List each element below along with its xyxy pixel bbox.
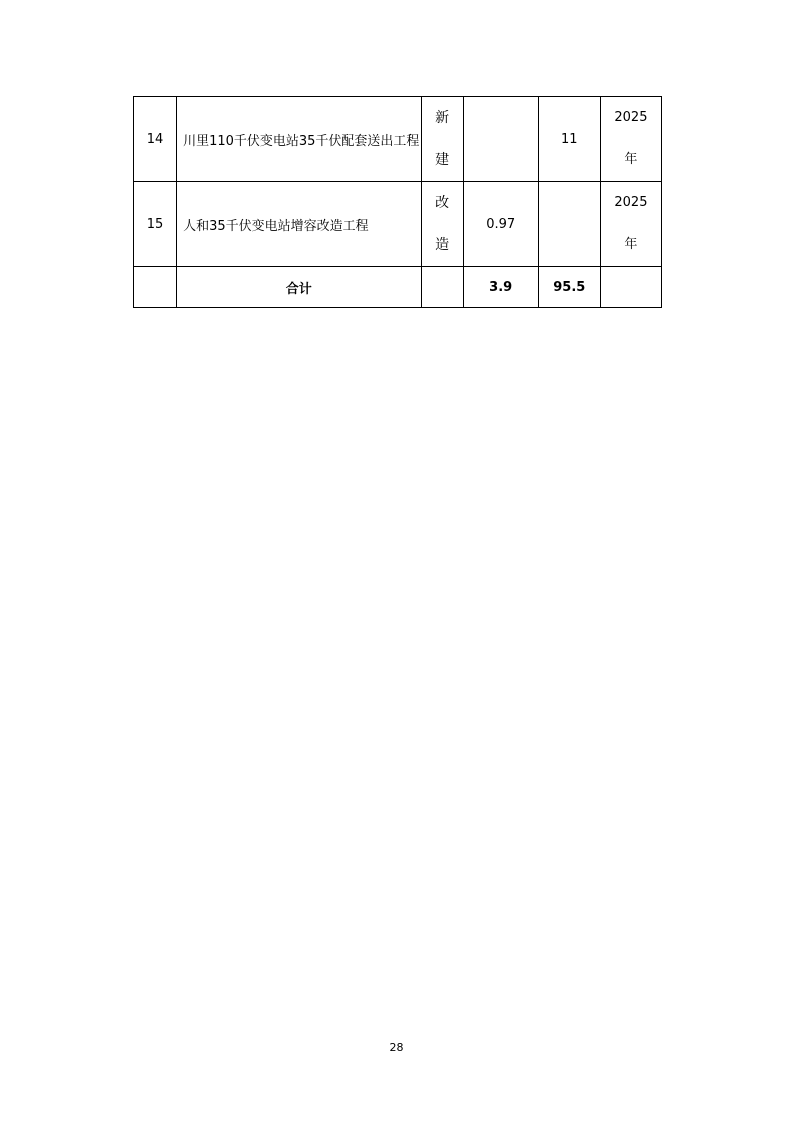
construction-type-line2: 造: [435, 237, 450, 253]
total-empty-cell: [134, 267, 177, 308]
construction-type-line1: 改: [435, 195, 450, 211]
total-empty-cell: [600, 267, 661, 308]
project-name: 川里110千伏变电站35千伏配套送出工程: [177, 97, 421, 182]
total-value-a: 3.9: [463, 267, 538, 308]
row-number: 15: [134, 182, 177, 267]
total-row: [134, 267, 662, 308]
year-line2: 年: [624, 237, 638, 252]
construction-type-line1: 新: [435, 110, 450, 126]
project-table: [133, 96, 662, 308]
project-name: 人和35千伏变电站增容改造工程: [177, 182, 421, 267]
total-label: 合计: [177, 267, 421, 308]
total-value-b: 95.5: [538, 267, 600, 308]
total-empty-cell: [421, 267, 463, 308]
year-line1: 2025: [614, 195, 648, 210]
construction-type-line2: 建: [435, 152, 450, 168]
year-cell: [600, 97, 661, 182]
value-a-cell: 0.97: [463, 182, 538, 267]
year-cell: [600, 182, 661, 267]
table-row: [134, 182, 662, 267]
construction-type: [421, 182, 463, 267]
year-line1: 2025: [614, 110, 648, 125]
table-row: [134, 97, 662, 182]
value-a-cell: [463, 97, 538, 182]
value-b-cell: [538, 182, 600, 267]
page-number: 28: [389, 1041, 404, 1054]
construction-type: [421, 97, 463, 182]
value-b-cell: 11: [538, 97, 600, 182]
year-line2: 年: [624, 152, 638, 167]
row-number: 14: [134, 97, 177, 182]
